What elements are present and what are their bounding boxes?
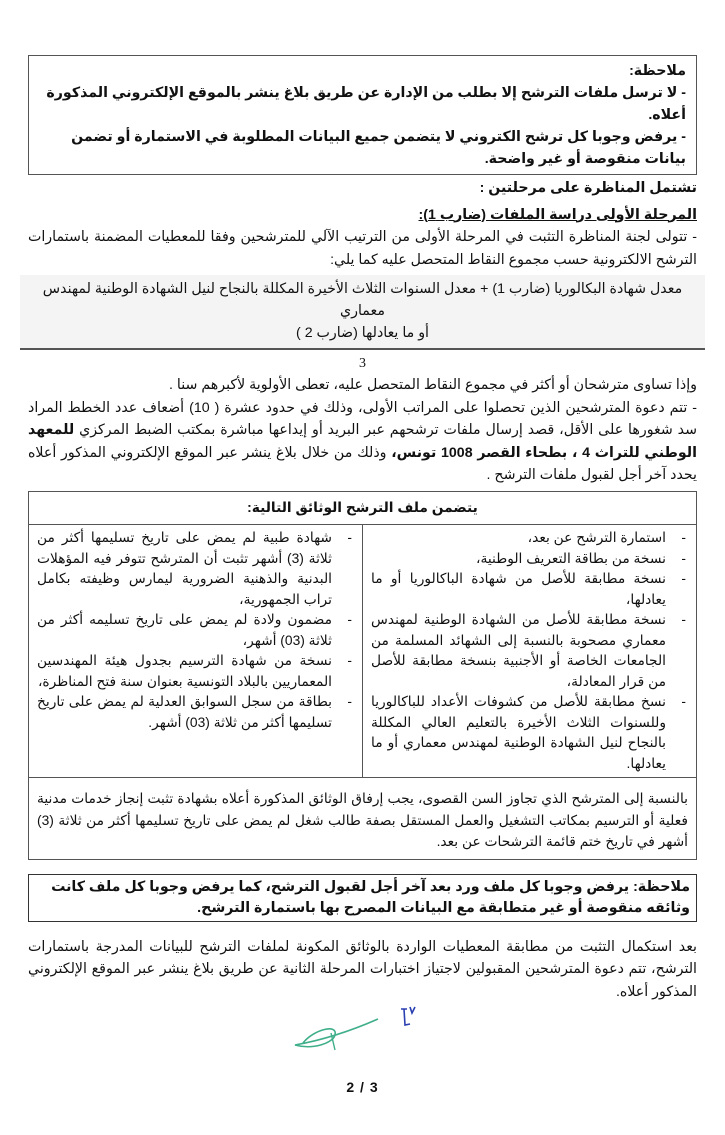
document-item bbox=[371, 692, 688, 774]
documents-left-column bbox=[29, 525, 363, 778]
document-text: مضمون ولادة لم يمض على تاريخ تسليمه أكثر من ثلاثة (03) أشهر، bbox=[37, 612, 332, 648]
document-text: بطاقة من سجل السوابق العدلية لم يمض على تاريخ تسليمها أكثر من ثلاثة (03) أشهر. bbox=[37, 694, 332, 730]
bullet-dash: - bbox=[681, 571, 686, 586]
document-item bbox=[37, 651, 354, 692]
document-text: شهادة طبية لم يمض على تاريخ تسليمها أكثر من ثلاثة (3) أشهر تثبت أن المترشح تتوفر فيه المؤهلات البدنية والذهنية الضرورية ليمارس وظيفته بكامل تراب الجمهورية، bbox=[37, 530, 332, 607]
document-item bbox=[37, 692, 354, 733]
scoring-formula bbox=[20, 275, 705, 350]
document-text: نسخة من بطاقة التعريف الوطنية، bbox=[476, 550, 666, 566]
formula-line-1: معدل شهادة البكالوريا (ضارب 1) + معدل السنوات الثلاث الأخيرة المكللة بالنجاح لنيل الشهادة الوطنية لمهندس معماري bbox=[42, 281, 683, 319]
bullet-dash: - bbox=[347, 694, 352, 709]
phase1-heading: المرحلة الأولى دراسة الملفات (ضارب 1): bbox=[418, 206, 697, 223]
age-limit-note: بالنسبة إلى المترشح الذي تجاوز السن القصوى، يجب إرفاق الوثائق المذكورة أعلاه بشهادة تثبت إنجاز خدمات مدنية فعلية أو الترسيم بمكاتب التشغيل والعمل المستقل بصفة طالب شغل لم يمض على تاريخ تسليمها أكثر من ثلاثة (3) أشهر في تاريخ ختم قائمة الترشحات عن بعد. bbox=[29, 778, 697, 860]
document-item bbox=[37, 610, 354, 651]
bullet-dash: - bbox=[681, 530, 686, 545]
note-item: - يرفض وجوبا كل ترشح الكتروني لا يتضمن جميع البيانات المطلوبة في الاستمارة أو تضمن بيانات منقوصة أو غير واضحة. bbox=[71, 129, 686, 167]
document-text: نسخة مطابقة للأصل من الشهادة الوطنية لمهندس معماري مصحوبة بالنسبة إلى الشهائد المسلمة من الجامعات الخاصة أو الأجنبية بنسخة مطابقة للأصل من قرار المعادلة، bbox=[371, 612, 666, 689]
invitation-part1: - تتم دعوة المترشحين الذين تحصلوا على المراتب الأولى، وذلك في حدود عشرة ( 10) أضعاف عدد الخطط المراد سد شغورها على الأقل، قصد إرسال ملفات ترشحهم عبر البريد أو إيداعها مباشرة بمكتب الضبط المركزي bbox=[28, 399, 698, 438]
document-text: نسخة من شهادة الترسيم بجدول هيئة المهندسين المعماريين بالبلاد التونسية بعنوان سنة فتح المناظرة، bbox=[37, 653, 332, 689]
bullet-dash: - bbox=[347, 530, 352, 545]
top-note-box bbox=[28, 55, 697, 175]
documents-right-column bbox=[363, 525, 697, 778]
section-marker: 3 bbox=[359, 356, 366, 371]
invitation-paragraph bbox=[28, 397, 697, 487]
bottom-note-box: ملاحظة: يرفض وجوبا كل ملف ورد بعد آخر أجل لقبول الترشح، كما يرفض وجوبا كل ملف كانت وثائقه منقوصة أو غير متطابقة مع البيانات المصرح بها باستمارة الترشح. bbox=[28, 874, 697, 922]
document-item bbox=[371, 549, 688, 570]
formula-line-2: أو ما يعادلها (ضارب 2 ) bbox=[296, 325, 429, 341]
bullet-dash: - bbox=[681, 694, 686, 709]
phase1-text: - تتولى لجنة المناظرة التثبت في المرحلة الأولى من الترتيب الآلي للمترشحين وفقا للمعطيات المضمنة باستمارات الترشح الالكترونية حسب مجموع النقاط المتحصل عليه كما يلي: bbox=[28, 229, 697, 268]
institute-address: للمعهد الوطني للتراث 4 ، بطحاء القصر 1008 تونس، bbox=[28, 422, 697, 461]
table-header: يتضمن ملف الترشح الوثائق التالية: bbox=[29, 491, 697, 525]
note-item: - لا ترسل ملفات الترشح إلا بطلب من الإدارة عن طريق بلاغ ينشر بالموقع الإلكتروني المذكورة أعلاه. bbox=[46, 85, 686, 123]
signature-icon bbox=[283, 1005, 443, 1075]
bullet-dash: - bbox=[347, 612, 352, 627]
document-item bbox=[371, 569, 688, 610]
document-item bbox=[37, 528, 354, 610]
document-item bbox=[371, 528, 688, 549]
document-text: استمارة الترشح عن بعد، bbox=[527, 530, 666, 545]
document-item bbox=[371, 610, 688, 692]
bullet-dash: - bbox=[347, 653, 352, 668]
document-text: نسخة مطابقة للأصل من شهادة الباكالوريا أو ما يعادلها، bbox=[371, 571, 666, 607]
bullet-dash: - bbox=[681, 612, 686, 627]
note-title: ملاحظة: bbox=[629, 63, 686, 79]
phase2-paragraph: بعد استكمال التثبت من مطابقة المعطيات الواردة بالوثائق المكونة لملفات الترشح للبيانات المدرجة باستمارات الترشح، تتم دعوة المترشحين المقبولين لاجتياز اختبارات المرحلة الثانية عن طريق بلاغ ينشر عبر الموقع الإلكتروني المذكور أعلاه. bbox=[28, 938, 697, 1000]
page-number: 2 / 3 bbox=[346, 1079, 379, 1095]
document-text: نسخ مطابقة للأصل من كشوفات الأعداد للباكالوريا وللسنوات الثلاث الأخيرة بالتعليم العالي المكللة بالنجاح لنيل الشهادة الوطنية لمهندس معماري أو ما يعادلها. bbox=[371, 694, 666, 771]
tie-rule: وإذا تساوى مترشحان أو أكثر في مجموع النقاط المتحصل عليه، تعطى الأولوية لأكبرهم سنا . bbox=[169, 377, 697, 393]
bullet-dash: - bbox=[681, 550, 686, 566]
intro-line: تشتمل المناظرة على مرحلتين : bbox=[479, 180, 697, 196]
required-documents-table bbox=[28, 491, 697, 860]
invitation-part2: وذلك من خلال بلاغ ينشر عبر الموقع الإلكتروني المذكور أعلاه يحدد آخر أجل لقبول ملفات الترشح . bbox=[28, 444, 697, 483]
